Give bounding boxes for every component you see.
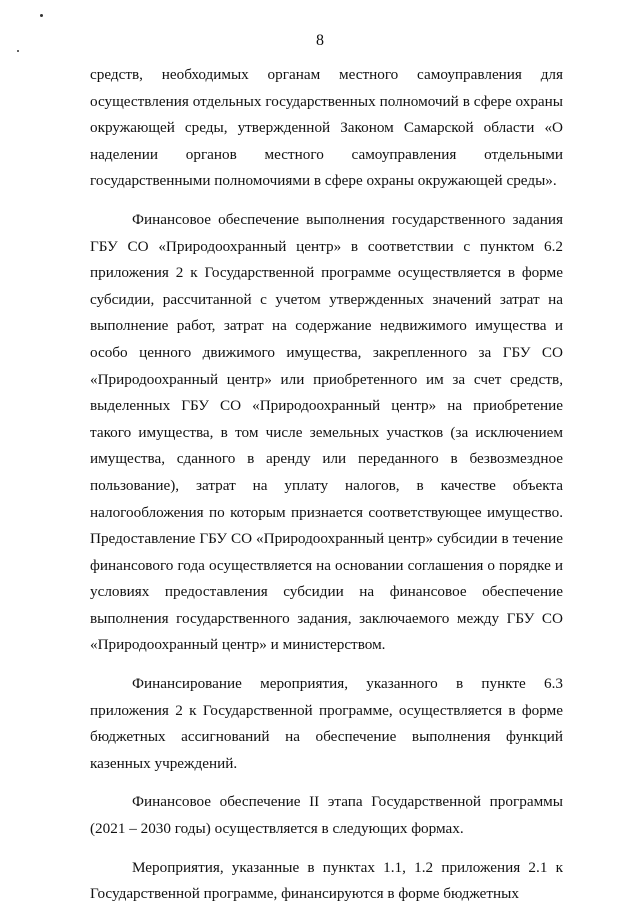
document-body — [90, 62, 563, 908]
paragraph-stage-two: Финансовое обеспечение II этапа Государственной программы (2021 – 2030 годы) осуществляется в следующих формах. — [90, 793, 563, 838]
scan-speck — [17, 50, 19, 52]
scan-speck — [40, 14, 43, 17]
paragraph-event-financing: Финансирование мероприятия, указанного в пункте 6.3 приложения 2 к Государственной программе, осуществляется в форме бюджетных ассигнований на обеспечение выполнения функций казенных учреждений. — [90, 675, 563, 772]
paragraph-continuation: средств, необходимых органам местного самоуправления для осуществления отдельных государственных полномочий в сфере охраны окружающей среды, утвержденной Законом Самарской области «О наделении органов местного самоуправления отдельными государственными полномочиями в сфере охраны окружающей среды». — [90, 66, 563, 190]
paragraph-measures: Мероприятия, указанные в пунктах 1.1, 1.2 приложения 2.1 к Государственной программе, финансируются в форме бюджетных — [90, 858, 563, 903]
page-number: 8 — [316, 32, 324, 49]
paragraph-financial-support: Финансовое обеспечение выполнения государственного задания ГБУ СО «Природоохранный центр» в соответствии с пунктом 6.2 приложения 2 к Государственной программе осуществляется в форме субсидии, рассчитанной с учетом утвержденных значений затрат на выполнение работ, затрат на содержание недвижимого имущества и особо ценного движимого имущества, закрепленного за ГБУ СО «Природоохранный центр» или приобретенного им за счет средств, выделенных ГБУ СО «Природоохранный центр» на приобретение такого имущества, в том числе земельных участков (за исключением имущества, сданного в аренду или переданного в безвозмездное пользование), затрат на уплату налогов, в качестве объекта налогообложения по которым признается соответствующее имущество. Предоставление ГБУ СО «Природоохранный центр» субсидии в течение финансового года осуществляется на основании соглашения о порядке и условиях предоставления субсидии на финансовое обеспечение выполнения государственного задания, заключаемого между ГБУ СО «Природоохранный центр» и министерством. — [90, 210, 563, 654]
